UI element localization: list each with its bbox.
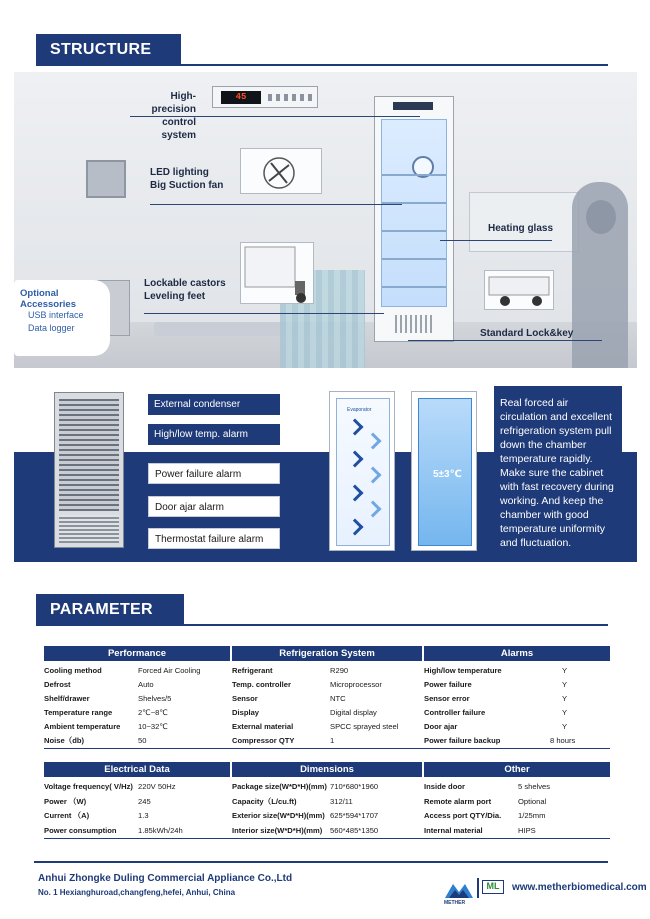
table-row bbox=[44, 795, 230, 809]
row-value: HIPS bbox=[518, 825, 536, 835]
mether-logo-icon bbox=[444, 880, 474, 900]
row-key: High/low temperature bbox=[424, 666, 502, 675]
structure-heading-rule bbox=[180, 64, 608, 66]
feature-power-failure-alarm: Power failure alarm bbox=[148, 463, 280, 484]
row-key: Display bbox=[232, 708, 260, 717]
table-row bbox=[44, 824, 230, 838]
fridge-vent bbox=[395, 315, 435, 333]
feature-external-condenser: External condenser bbox=[148, 394, 280, 415]
table-row bbox=[424, 734, 610, 748]
table-row bbox=[424, 780, 610, 794]
row-key: Compressor QTY bbox=[232, 736, 295, 745]
brand-wordmark: METHER bbox=[444, 900, 466, 906]
background-monitor bbox=[86, 160, 126, 198]
callout-heating-glass: Heating glass bbox=[488, 223, 554, 234]
table-row bbox=[44, 720, 230, 734]
row-key: Package size(W*D*H)(mm) bbox=[232, 782, 327, 791]
row-value: 220V 50Hz bbox=[138, 782, 176, 791]
row-key: Temperature range bbox=[44, 708, 113, 717]
fridge-shelf bbox=[382, 230, 446, 232]
callout-castors-line2: Leveling feet bbox=[144, 291, 206, 302]
condenser-grille bbox=[59, 399, 119, 511]
row-key: External material bbox=[232, 722, 294, 731]
row-key: Voltage frequency( V/Hz) bbox=[44, 782, 133, 791]
table-row bbox=[232, 692, 418, 706]
airflow-arrow-icon bbox=[347, 419, 364, 436]
feature-thermostat-failure-alarm: Thermostat failure alarm bbox=[148, 528, 280, 549]
accessory-usb: USB interface bbox=[28, 310, 84, 320]
fridge-glass-door bbox=[381, 119, 447, 307]
table-row bbox=[424, 720, 610, 734]
row-key: Power consumption bbox=[44, 825, 117, 835]
table-row bbox=[232, 795, 418, 809]
row-value: Optional bbox=[518, 796, 547, 806]
row-value: 560*485*1350 bbox=[330, 825, 379, 835]
row-key: Power failure backup bbox=[424, 736, 501, 745]
airflow-arrow-icon bbox=[365, 467, 382, 484]
table-row bbox=[44, 734, 230, 748]
optional-accessories-box bbox=[14, 280, 110, 356]
airflow-arrow-icon bbox=[347, 519, 364, 536]
castor-icon bbox=[241, 243, 315, 305]
temperature-uniformity-diagram bbox=[411, 391, 477, 551]
fan-icon bbox=[241, 149, 323, 195]
lock-icon bbox=[485, 271, 555, 311]
table-row bbox=[232, 809, 418, 823]
control-keys bbox=[268, 94, 312, 101]
row-key: Exterior size(W*D*H)(mm) bbox=[232, 811, 325, 820]
fridge-illustration bbox=[374, 96, 454, 342]
table-row bbox=[232, 720, 418, 734]
cold-chamber bbox=[418, 398, 472, 546]
background-person-head bbox=[586, 200, 616, 234]
row-value: Y bbox=[562, 708, 568, 717]
table-row bbox=[424, 706, 610, 720]
row-key: Sensor error bbox=[424, 694, 470, 703]
callout-fan bbox=[150, 166, 223, 192]
table-row bbox=[44, 692, 230, 706]
row-value: Y bbox=[562, 680, 568, 689]
table-row bbox=[44, 664, 230, 678]
row-value: 5 shelves bbox=[518, 782, 551, 791]
row-value: Forced Air Cooling bbox=[138, 666, 201, 675]
row-value: Microprocessor bbox=[330, 680, 382, 689]
callout-control-line1: High-precision bbox=[151, 91, 196, 115]
row-key: Controller failure bbox=[424, 708, 486, 717]
table-row bbox=[232, 734, 418, 748]
row-value: SPCC sprayed steel bbox=[330, 722, 399, 731]
row-key: Inside door bbox=[424, 782, 465, 791]
airflow-arrow-icon bbox=[347, 485, 364, 502]
company-address: No. 1 Hexianghuroad,changfeng,hefei, Anhui, China bbox=[38, 888, 236, 897]
table-row bbox=[424, 678, 610, 692]
table-row bbox=[424, 795, 610, 809]
lock-thumbnail bbox=[484, 270, 554, 310]
table-row bbox=[44, 706, 230, 720]
row-value: Shelves/5 bbox=[138, 694, 172, 703]
ml-logo-icon: ML bbox=[482, 880, 504, 894]
structure-heading: STRUCTURE bbox=[36, 34, 181, 66]
header-electrical: Electrical Data bbox=[44, 762, 230, 777]
row-value: 1/25mm bbox=[518, 811, 546, 820]
callout-glass-line bbox=[440, 240, 552, 241]
row-value: Y bbox=[562, 722, 568, 731]
callout-castors bbox=[144, 277, 226, 303]
callout-castors-line bbox=[144, 313, 384, 314]
table-row bbox=[424, 664, 610, 678]
condenser-image bbox=[54, 392, 124, 548]
airflow-arrow-icon bbox=[365, 501, 382, 518]
display-reading: 45 bbox=[221, 91, 261, 104]
row-key: Noise（db) bbox=[44, 736, 85, 745]
header-performance: Performance bbox=[44, 646, 230, 661]
row-value: Digital display bbox=[330, 708, 377, 717]
row-value: 1 bbox=[330, 736, 335, 745]
row-key: Internal material bbox=[424, 825, 483, 835]
parameter-heading-rule bbox=[184, 624, 608, 626]
company-name: Anhui Zhongke Duling Commercial Appliance Co.,Ltd bbox=[38, 873, 293, 884]
row-key: Interior size(W*D*H)(mm) bbox=[232, 825, 323, 835]
row-key: Access port QTY/Dia. bbox=[424, 811, 502, 820]
row-key: Shelf/drawer bbox=[44, 694, 90, 703]
airflow-diagram bbox=[329, 391, 395, 551]
table-row bbox=[232, 824, 418, 838]
row-key: Remote alarm port bbox=[424, 796, 492, 806]
callout-fan-line1: LED lighting bbox=[150, 167, 209, 178]
table-2-bottom-rule bbox=[44, 838, 610, 839]
row-value: Auto bbox=[138, 680, 154, 689]
row-value: 10~32℃ bbox=[138, 722, 168, 731]
airflow-arrow-icon bbox=[347, 451, 364, 468]
feature-door-ajar-alarm: Door ajar alarm bbox=[148, 496, 280, 517]
fridge-controller bbox=[393, 102, 433, 110]
header-alarms: Alarms bbox=[424, 646, 610, 661]
row-key: Refrigerant bbox=[232, 666, 273, 675]
airflow-arrow-icon bbox=[365, 433, 382, 450]
header-other: Other bbox=[424, 762, 610, 777]
parameter-heading: PARAMETER bbox=[36, 594, 184, 626]
row-value: R290 bbox=[330, 666, 349, 675]
table-row bbox=[424, 824, 610, 838]
table-row bbox=[44, 780, 230, 794]
row-key: Cooling method bbox=[44, 666, 102, 675]
header-refrigeration: Refrigeration System bbox=[232, 646, 422, 661]
row-value: 8 hours bbox=[550, 736, 576, 745]
table-row bbox=[232, 706, 418, 720]
row-value: 2℃~8℃ bbox=[138, 708, 168, 717]
callout-control-line2: control system bbox=[161, 117, 196, 141]
table-row bbox=[232, 664, 418, 678]
accessory-data-logger: Data logger bbox=[28, 323, 75, 333]
row-value: 710*680*1960 bbox=[330, 782, 379, 791]
row-key: Temp. controller bbox=[232, 680, 291, 689]
row-key: Sensor bbox=[232, 694, 258, 703]
callout-lock-line bbox=[408, 340, 602, 341]
row-key: Capacity（L/cu.ft) bbox=[232, 796, 297, 806]
castor-thumbnail bbox=[240, 242, 314, 304]
condenser-base bbox=[59, 515, 119, 543]
callout-lock: Standard Lock&key bbox=[480, 328, 574, 339]
table-row bbox=[424, 809, 610, 823]
row-value: 312/11 bbox=[330, 796, 353, 806]
footer-rule bbox=[34, 861, 608, 863]
row-key: Power （W) bbox=[44, 796, 87, 806]
control-panel-thumbnail bbox=[212, 86, 318, 108]
fridge-shelf bbox=[382, 258, 446, 260]
evaporator-label: Evaporator bbox=[347, 407, 372, 413]
row-value: 245 bbox=[138, 796, 151, 806]
row-value: 1.3 bbox=[138, 811, 149, 820]
table-row bbox=[44, 809, 230, 823]
table-row bbox=[232, 780, 418, 794]
row-key: Power failure bbox=[424, 680, 472, 689]
callout-fan-line2: Big Suction fan bbox=[150, 180, 224, 191]
table-row bbox=[44, 678, 230, 692]
row-key: Defrost bbox=[44, 680, 71, 689]
callout-castors-line1: Lockable castors bbox=[144, 278, 226, 289]
table-row bbox=[424, 692, 610, 706]
row-value: NTC bbox=[330, 694, 346, 703]
row-key: Door ajar bbox=[424, 722, 458, 731]
airflow-description: Real forced air circulation and excellent refrigeration system pull down the chamber temperature rapidly. Make sure the cabinet with fast recovery during working. And keep the chamber with good temperature uniformity and fluctuation. bbox=[494, 386, 622, 546]
website-link[interactable]: www.metherbiomedical.com bbox=[512, 882, 647, 893]
accessories-title: Optional Accessories bbox=[20, 288, 76, 310]
feature-high-low-alarm: High/low temp. alarm bbox=[148, 424, 280, 445]
fridge-shelf bbox=[382, 286, 446, 288]
callout-fan-line bbox=[150, 204, 402, 205]
row-key: Ambient temperature bbox=[44, 722, 121, 731]
logo-divider bbox=[477, 878, 479, 898]
row-value: 50 bbox=[138, 736, 147, 745]
table-row bbox=[232, 678, 418, 692]
header-dimensions: Dimensions bbox=[232, 762, 422, 777]
row-value: Y bbox=[562, 694, 568, 703]
row-key: Current （A) bbox=[44, 811, 90, 820]
row-value: Y bbox=[562, 666, 568, 675]
fridge-shelf bbox=[382, 174, 446, 176]
airflow-chamber bbox=[336, 398, 390, 546]
chamber-temperature-label: 5±3℃ bbox=[433, 469, 462, 480]
row-value: 1.85kWh/24h bbox=[138, 825, 183, 835]
fan-thumbnail bbox=[240, 148, 322, 194]
callout-control-line bbox=[130, 116, 420, 117]
row-value: 625*594*1707 bbox=[330, 811, 379, 820]
table-1-bottom-rule bbox=[44, 748, 610, 749]
